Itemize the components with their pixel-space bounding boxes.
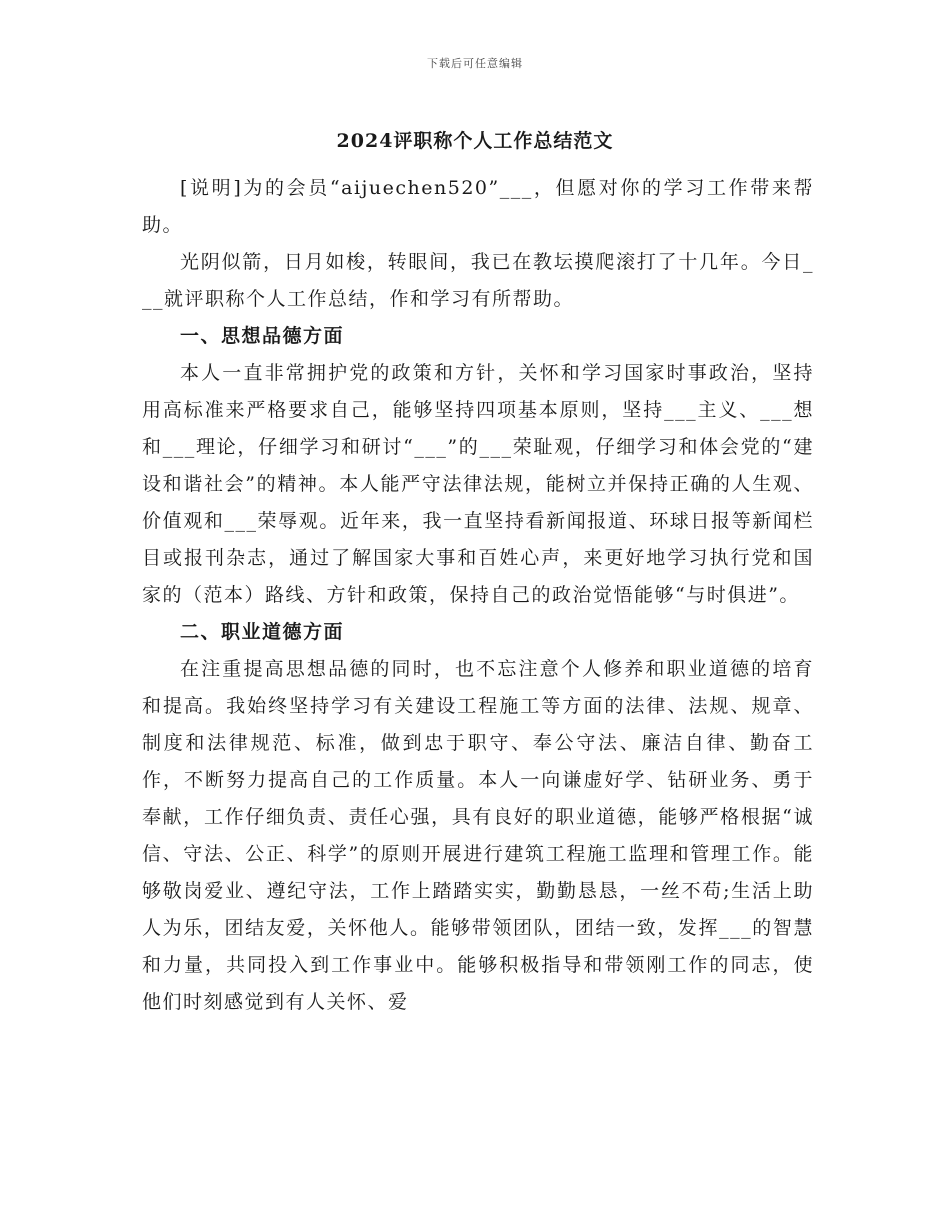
page-header-note: 下载后可任意编辑 [427,57,523,70]
section-heading-ethics: 二、职业道德方面 [180,621,345,643]
document-body [142,170,814,1021]
section-heading-ideology: 一、思想品德方面 [180,325,345,347]
section-ethics-paragraph: 在注重提高思想品德的同时，也不忘注意个人修养和职业道德的培育和提高。我始终坚持学习有关建设工程施工等方面的法律、法规、规章、制度和法律规范、标准，做到忠于职守、奉公守法、廉洁自律、勤奋工作，不断努力提高自己的工作质量。本人一向谦虚好学、钻研业务、勇于奉献，工作仔细负责、责任心强，具有良好的职业道德，能够严格根据“诚信、守法、公正、科学”的原则开展进行建筑工程施工监理和管理工作。能够敬岗爱业、遵纪守法，工作上踏踏实实，勤勤恳恳，一丝不苟;生活上助人为乐，团结友爱，关怀他人。能够带领团队，团结一致，发挥___的智慧和力量，共同投入到工作事业中。能够积极指导和带领刚工作的同志，使他们时刻感觉到有人关怀、爱 [142,658,814,1013]
intro-paragraph: [说明]为的会员“aijuechen520”___，但愿对你的学习工作带来帮助。 [142,177,814,236]
document-title: 2024评职称个人工作总结范文 [336,130,614,152]
opening-paragraph: 光阴似箭，日月如梭，转眼间，我已在教坛摸爬滚打了十几年。今日___就评职称个人工作总结，作和学习有所帮助。 [142,251,814,310]
section-ideology-paragraph: 本人一直非常拥护党的政策和方针，关怀和学习国家时事政治，坚持用高标准来严格要求自己，能够坚持四项基本原则，坚持___主义、___想和___理论，仔细学习和研讨“___”的___荣耻观，仔细学习和体会党的“建设和谐社会”的精神。本人能严守法律法规，能树立并保持正确的人生观、价值观和___荣辱观。近年来，我一直坚持看新闻报道、环球日报等新闻栏目或报刊杂志，通过了解国家大事和百姓心声，来更好地学习执行党和国家的（范本）路线、方针和政策，保持自己的政治觉悟能够“与时俱进”。 [142,362,814,606]
